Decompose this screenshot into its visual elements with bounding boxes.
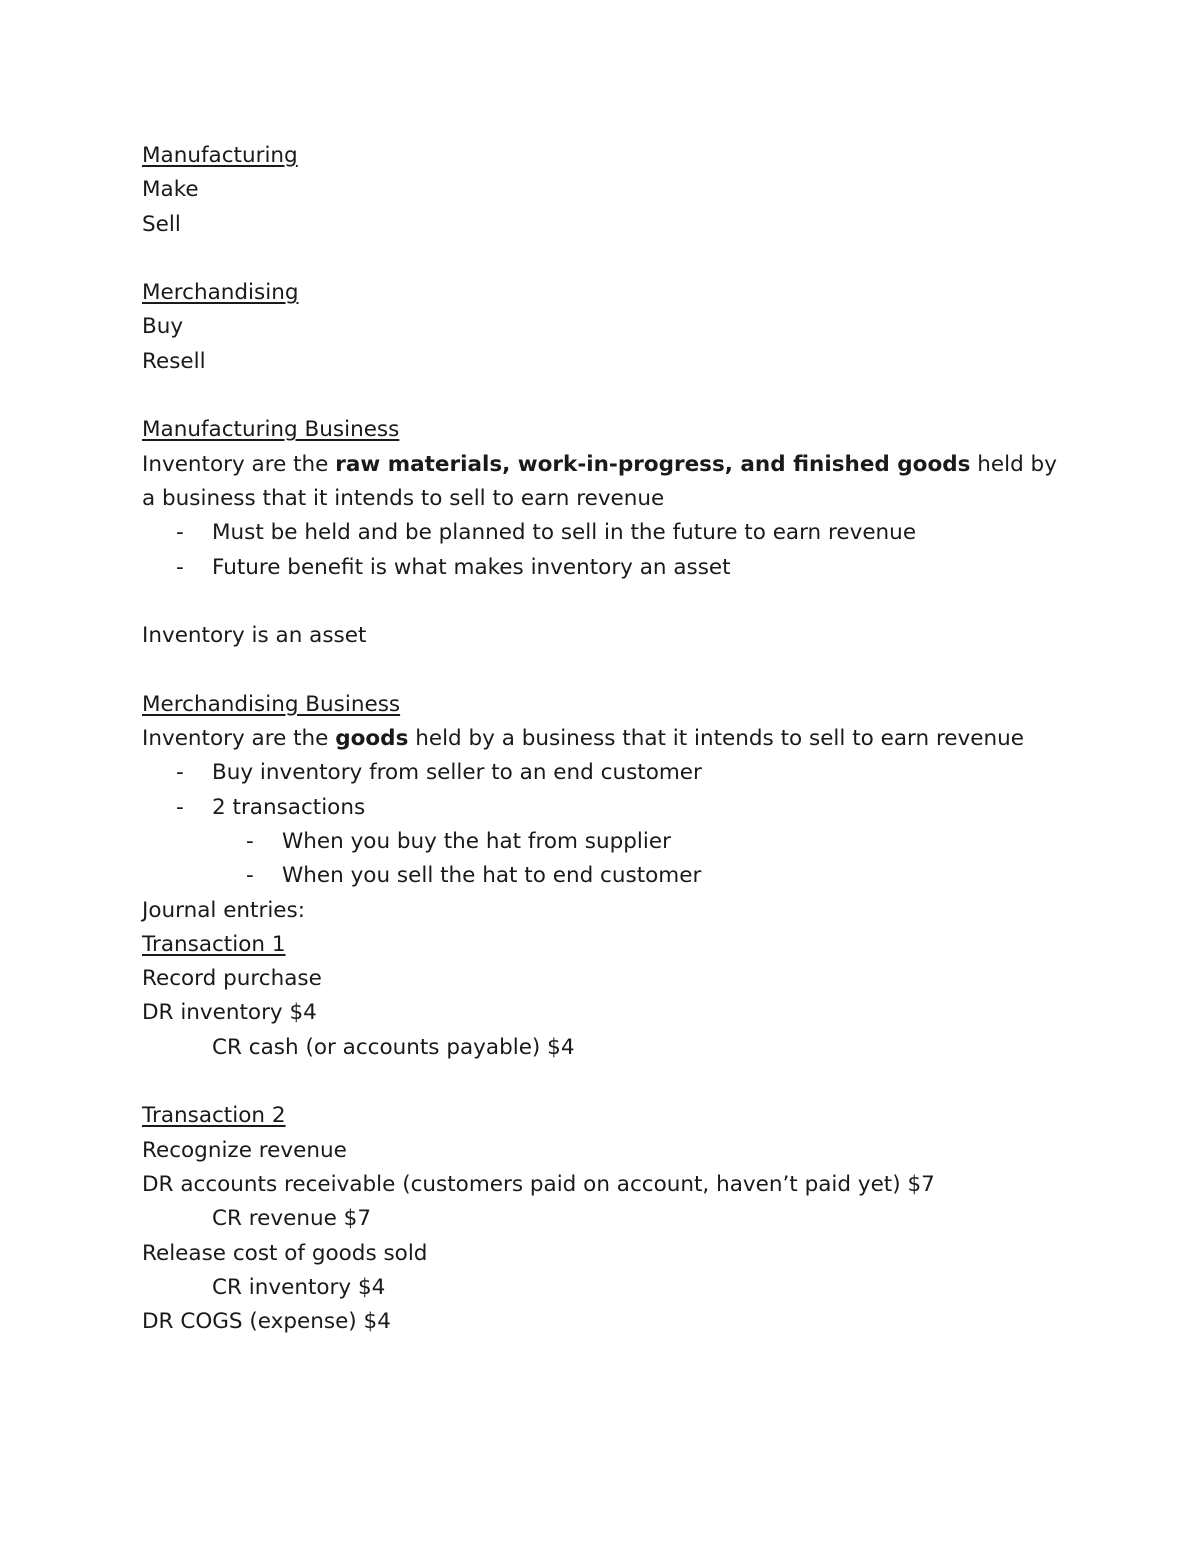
bullet-item [142,551,1062,585]
sub-bullet-text: When you buy the hat from supplier [282,828,671,854]
bullet-text: 2 transactions [212,794,366,820]
journal-debit-line: DR COGS (expense) $4 [142,1309,391,1335]
journal-credit-line: CR inventory $4 [212,1274,386,1300]
spacer [142,585,1062,619]
definition-prefix: Inventory are the [142,726,336,752]
heading-manufacturing: Manufacturing [142,143,298,168]
dash-bullet: - [246,828,254,854]
definition-prefix: Inventory are the [142,451,336,477]
journal-debit-line: DR accounts receivable (customers paid on account, haven’t paid yet) $7 [142,1171,935,1197]
spacer [142,379,1062,413]
dash-bullet: - [176,760,184,786]
inventory-asset-note: Inventory is an asset [142,623,367,649]
bullet-text: Future benefit is what makes inventory an asset [212,554,731,580]
text-make: Make [142,177,199,203]
journal-credit-line: CR cash (or accounts payable) $4 [212,1034,575,1060]
merchandising-inventory-definition [142,722,1062,756]
journal-entries-label: Journal entries: [142,897,305,923]
heading-transaction-2: Transaction 2 [142,1103,286,1129]
definition-bold: raw materials, work-in-progress, and finished goods [335,451,971,477]
heading-merchandising: Merchandising [142,280,299,306]
text-resell: Resell [142,348,206,374]
definition-bold: goods [335,726,409,752]
spacer [142,1065,1062,1099]
definition-suffix: held by a business that it intends to sell to earn revenue [408,726,1024,752]
sub-bullet-text: When you sell the hat to end customer [282,863,702,889]
bullet-text: Must be held and be planned to sell in the future to earn revenue [212,520,917,546]
journal-line: Record purchase [142,966,322,992]
journal-line: Recognize revenue [142,1137,347,1163]
heading-manufacturing-business: Manufacturing Business [142,417,400,443]
dash-bullet: - [176,794,184,820]
heading-transaction-1: Transaction 1 [142,931,286,957]
text-buy: Buy [142,314,184,340]
sub-bullet-item [142,859,1062,893]
heading-merchandising-business: Merchandising Business [142,691,401,717]
manufacturing-inventory-definition [142,448,1062,517]
journal-debit-line: DR inventory $4 [142,1000,317,1026]
sub-bullet-item [142,825,1062,859]
document-page [142,139,1062,1339]
bullet-item [142,516,1062,550]
dash-bullet: - [176,520,184,546]
definition-suffix: held by a business that it intends to sell to earn revenue [142,451,1057,511]
dash-bullet: - [176,554,184,580]
journal-line: Release cost of goods sold [142,1240,428,1266]
bullet-item [142,791,1062,825]
dash-bullet: - [246,863,254,889]
text-sell: Sell [142,211,181,237]
spacer [142,242,1062,276]
journal-credit-line: CR revenue $7 [212,1206,372,1232]
bullet-text: Buy inventory from seller to an end customer [212,760,702,786]
bullet-item [142,756,1062,790]
spacer [142,653,1062,687]
